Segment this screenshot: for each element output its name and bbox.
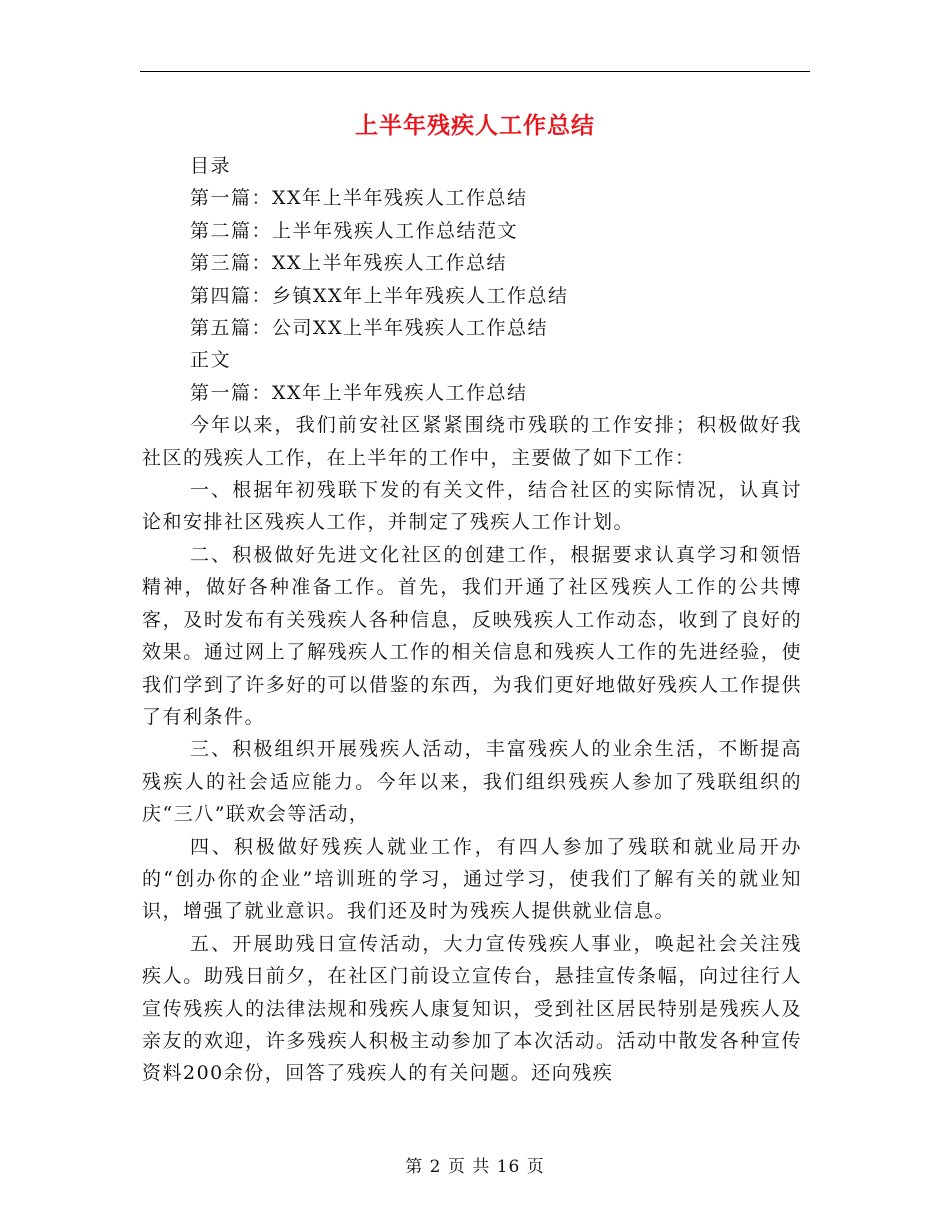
- body-paragraph: 二、积极做好先进文化社区的创建工作，根据要求认真学习和领悟精神，做好各种准备工作。首先，我们开通了社区残疾人工作的公共博客，及时发布有关残疾人各种信息，反映残疾人工作动态，收到了良好的效果。通过网上了解残疾人工作的相关信息和残疾人工作的先进经验，使我们学到了许多好的可以借鉴的东西，为我们更好地做好残疾人工作提供了有利条件。: [142, 543, 802, 728]
- toc-heading: 目录: [190, 155, 232, 177]
- page-number: 第 2 页 共 16 页: [405, 1157, 545, 1177]
- body-paragraph: 今年以来，我们前安社区紧紧围绕市残联的工作安排；积极做好我社区的残疾人工作，在上半年的工作中，主要做了如下工作：: [142, 414, 802, 469]
- toc-item: 第五篇：公司XX上半年残疾人工作总结: [190, 317, 549, 340]
- toc-item: 第一篇：XX年上半年残疾人工作总结: [190, 187, 528, 210]
- toc-item: 第四篇：乡镇XX年上半年残疾人工作总结: [190, 284, 569, 307]
- body-paragraph: 五、开展助残日宣传活动，大力宣传残疾人事业，唤起社会关注残疾人。助残日前夕，在社区门前设立宣传台，悬挂宣传条幅，向过往行人宣传残疾人的法律法规和残疾人康复知识，受到社区居民特别是残疾人及亲友的欢迎，许多残疾人积极主动参加了本次活动。活动中散发各种宣传资料200余份，回答了残疾人的有关问题。还向残疾: [142, 932, 802, 1085]
- toc-item: 第三篇：XX上半年残疾人工作总结: [190, 252, 508, 275]
- body-paragraph: 一、根据年初残联下发的有关文件，结合社区的实际情况，认真讨论和安排社区残疾人工作，并制定了残疾人工作计划。: [142, 479, 802, 534]
- body-heading: 正文: [190, 349, 232, 372]
- header-rule: [140, 71, 810, 72]
- document-body: [142, 150, 802, 1090]
- toc-item: 第二篇：上半年残疾人工作总结范文: [190, 219, 519, 242]
- body-paragraph: 三、积极组织开展残疾人活动，丰富残疾人的业余生活，不断提高残疾人的社会适应能力。今年以来，我们组织残疾人参加了残联组织的庆“三八”联欢会等活动，: [142, 738, 802, 826]
- section-title: 第一篇：XX年上半年残疾人工作总结: [190, 381, 528, 404]
- body-paragraph: 四、积极做好残疾人就业工作，有四人参加了残联和就业局开办的“创办你的企业”培训班的学习，通过学习，使我们了解有关的就业知识，增强了就业意识。我们还及时为残疾人提供就业信息。: [142, 835, 802, 923]
- document-title: 上半年残疾人工作总结: [355, 112, 595, 139]
